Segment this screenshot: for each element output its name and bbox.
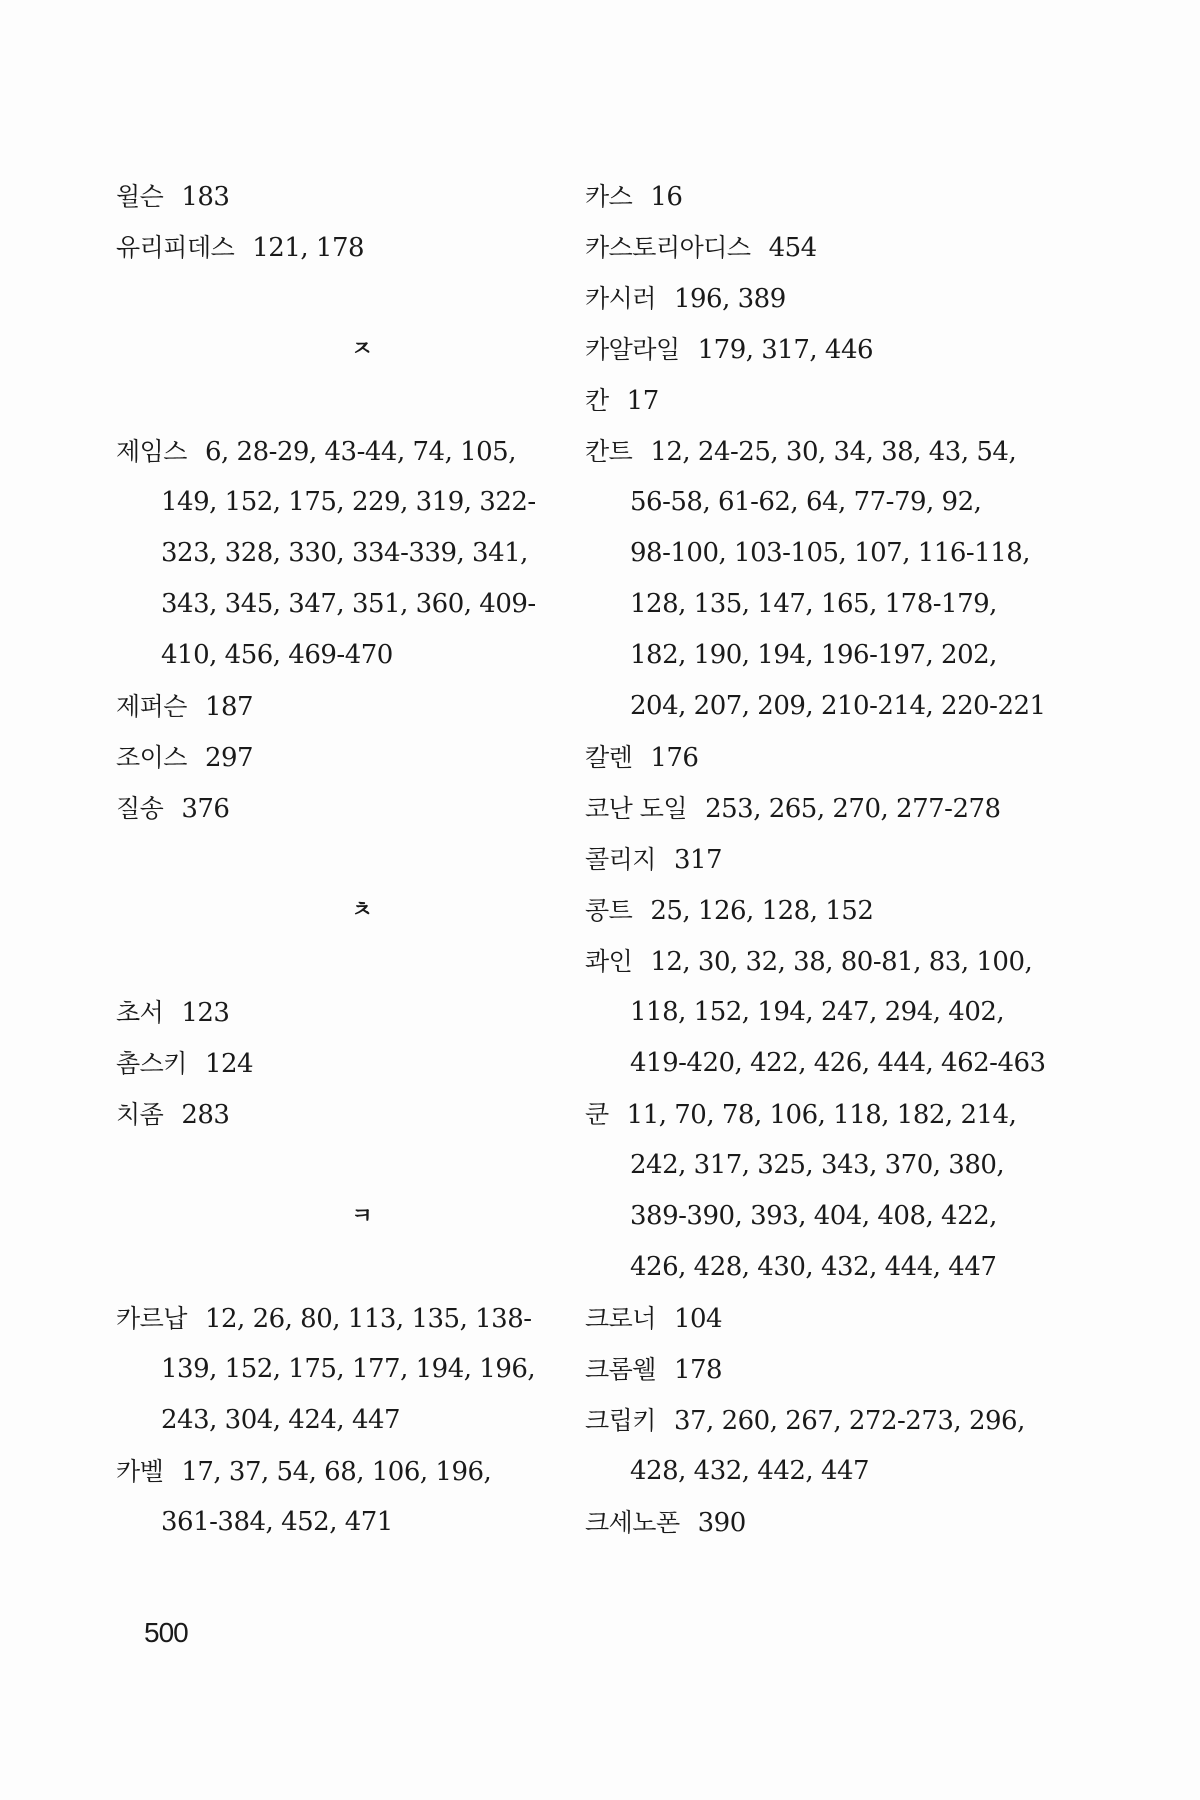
index-entry-continuation: 323, 328, 330, 334-339, 341, <box>161 538 528 568</box>
index-entry <box>585 834 1005 885</box>
index-term: 카알라일 <box>585 335 680 364</box>
index-entry <box>585 324 1005 375</box>
index-entry <box>585 426 1017 477</box>
index-term: 카시러 <box>585 284 656 313</box>
index-term: 크로너 <box>585 1304 656 1333</box>
index-term: 유리피데스 <box>116 233 235 262</box>
index-entry-continuation: 428, 432, 442, 447 <box>630 1456 870 1486</box>
blank-line <box>116 1140 528 1191</box>
index-term: 초서 <box>116 998 164 1027</box>
index-entry-continuation: 204, 207, 209, 210-214, 220-221 <box>630 691 1046 721</box>
index-pages: 253, 265, 270, 277-278 <box>705 794 1001 824</box>
index-term: 칸 <box>585 386 609 415</box>
index-entry <box>585 1344 1005 1395</box>
index-pages: 297 <box>204 743 254 773</box>
index-entry <box>585 171 1005 222</box>
page-number: 500 <box>144 1617 188 1648</box>
index-entry-continuation: 419-420, 422, 426, 444, 462-463 <box>630 1048 1046 1078</box>
index-entry <box>585 732 1005 783</box>
index-term: 카스 <box>585 182 633 211</box>
index-term: 크립키 <box>585 1406 656 1435</box>
index-term: 콩트 <box>585 896 633 925</box>
index-entry <box>116 1038 528 1089</box>
index-entry-continuation: 182, 190, 194, 196-197, 202, <box>630 640 997 670</box>
index-entry <box>585 273 1005 324</box>
index-entry <box>116 171 528 222</box>
index-entry <box>116 987 528 1038</box>
index-entry <box>585 1497 1005 1548</box>
index-term: 콜리지 <box>585 845 656 874</box>
index-term: 카르납 <box>116 1304 187 1333</box>
index-term: 제임스 <box>116 437 187 466</box>
blank-line <box>116 273 528 324</box>
index-term: 카벨 <box>116 1457 164 1486</box>
index-pages: 17 <box>626 386 659 416</box>
index-entry <box>585 885 1005 936</box>
index-entry-continuation: 389-390, 393, 404, 408, 422, <box>630 1201 997 1231</box>
index-pages: 12, 30, 32, 38, 80-81, 83, 100, <box>650 947 1033 977</box>
index-entry-continuation: 56-58, 61-62, 64, 77-79, 92, <box>630 487 982 517</box>
blank-line <box>116 375 528 426</box>
index-pages: 454 <box>768 233 817 263</box>
index-entry <box>585 1089 1017 1140</box>
index-pages: 196, 389 <box>673 284 786 314</box>
index-term: 조이스 <box>116 743 187 772</box>
index-pages: 183 <box>181 182 230 212</box>
index-entry-continuation: 426, 428, 430, 432, 444, 447 <box>630 1252 997 1282</box>
index-entry-continuation: 343, 345, 347, 351, 360, 409- <box>161 589 536 619</box>
index-entry-continuation: 128, 135, 147, 165, 178-179, <box>630 589 997 619</box>
index-pages: 12, 24-25, 30, 34, 38, 43, 54, <box>650 437 1017 467</box>
index-term: 쿤 <box>585 1100 609 1129</box>
index-pages: 11, 70, 78, 106, 118, 182, 214, <box>626 1100 1017 1130</box>
index-entry <box>116 732 528 783</box>
index-entry-continuation: 361-384, 452, 471 <box>161 1507 393 1537</box>
index-term: 촘스키 <box>116 1049 187 1078</box>
index-pages: 178 <box>673 1355 723 1385</box>
index-pages: 16 <box>650 182 683 212</box>
blank-line <box>116 834 528 885</box>
index-entry-continuation: 242, 317, 325, 343, 370, 380, <box>630 1150 1005 1180</box>
index-entry <box>116 222 528 273</box>
index-pages: 283 <box>181 1100 230 1130</box>
blank-line <box>116 936 528 987</box>
index-pages: 123 <box>181 998 230 1028</box>
index-entry-continuation: 139, 152, 175, 177, 194, 196, <box>161 1354 536 1384</box>
index-term: 칼렌 <box>585 743 633 772</box>
index-term: 제퍼슨 <box>116 692 187 721</box>
index-pages: 176 <box>650 743 699 773</box>
index-entry <box>116 426 528 477</box>
index-pages: 187 <box>204 692 254 722</box>
index-column-right <box>585 171 1046 1548</box>
index-term: 코난 도일 <box>585 794 688 823</box>
section-letter-heading: ㅋ <box>351 1204 373 1229</box>
section-letter-heading: ㅈ <box>351 337 373 362</box>
index-entry <box>116 681 528 732</box>
index-term: 칸트 <box>585 437 633 466</box>
index-term: 치좀 <box>116 1100 164 1129</box>
index-entry <box>585 222 1005 273</box>
index-pages: 17, 37, 54, 68, 106, 196, <box>181 1457 492 1487</box>
index-entry <box>585 1395 1025 1446</box>
index-pages: 12, 26, 80, 113, 135, 138- <box>204 1304 532 1334</box>
index-term: 크세노폰 <box>585 1508 680 1537</box>
index-pages: 6, 28-29, 43-44, 74, 105, <box>204 437 516 467</box>
index-term: 카스토리아디스 <box>585 233 751 262</box>
index-entry <box>116 1089 528 1140</box>
index-pages: 104 <box>673 1304 723 1334</box>
index-column-left <box>116 171 536 1548</box>
index-entry <box>585 936 1033 987</box>
index-pages: 179, 317, 446 <box>697 335 874 365</box>
index-pages: 376 <box>181 794 230 824</box>
index-entry-continuation: 410, 456, 469-470 <box>161 640 393 670</box>
index-pages: 37, 260, 267, 272-273, 296, <box>673 1406 1025 1436</box>
index-pages: 121, 178 <box>252 233 365 263</box>
index-entry <box>585 1293 1005 1344</box>
index-term: 콰인 <box>585 947 633 976</box>
index-pages: 317 <box>673 845 723 875</box>
index-entry <box>116 783 528 834</box>
index-term: 윌슨 <box>116 182 164 211</box>
index-entry <box>116 1446 528 1497</box>
index-term: 크롬웰 <box>585 1355 656 1384</box>
index-pages: 390 <box>697 1508 746 1538</box>
index-entry-continuation: 149, 152, 175, 229, 319, 322- <box>161 487 536 517</box>
index-entry <box>116 1293 532 1344</box>
index-entry <box>585 783 1005 834</box>
index-entry-continuation: 118, 152, 194, 247, 294, 402, <box>630 997 1005 1027</box>
index-pages: 124 <box>204 1049 254 1079</box>
blank-line <box>116 1242 528 1293</box>
index-entry-continuation: 243, 304, 424, 447 <box>161 1405 401 1435</box>
section-letter-heading: ㅊ <box>351 898 373 923</box>
index-entry <box>585 375 1005 426</box>
index-entry-continuation: 98-100, 103-105, 107, 116-118, <box>630 538 1031 568</box>
index-pages: 25, 126, 128, 152 <box>650 896 874 926</box>
index-term: 질송 <box>116 794 164 823</box>
